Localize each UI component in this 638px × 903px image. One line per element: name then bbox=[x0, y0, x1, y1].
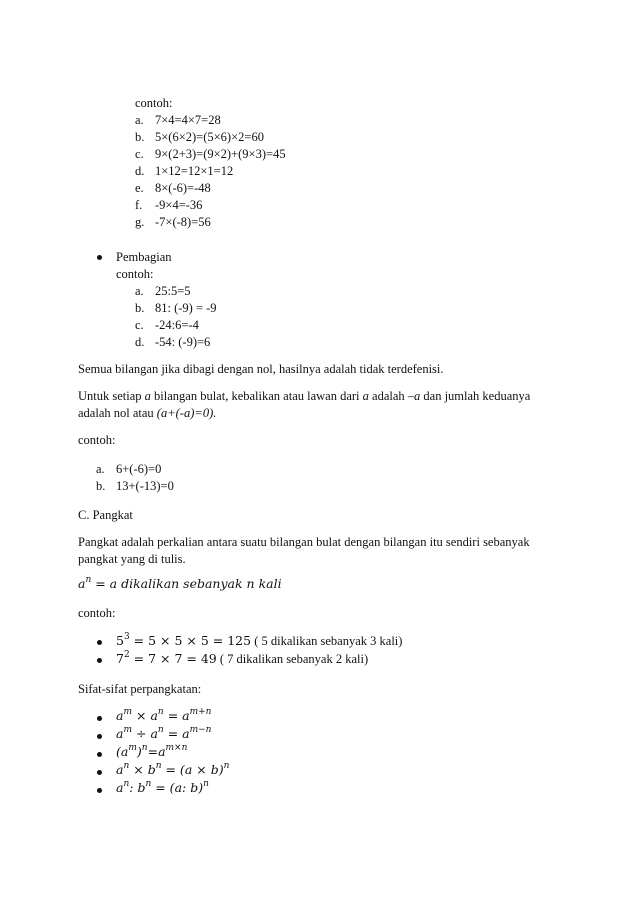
paragraph-inverse-line2: adalah nol atau (a+(-a)=0). bbox=[78, 406, 217, 420]
list-item: d. 1×12=12×1=12 bbox=[135, 164, 234, 178]
property-product-power: $a^n \times b^n = (a \times b)^n$ bbox=[116, 760, 230, 777]
bullet-icon bbox=[97, 255, 102, 260]
definition-line2: pangkat yang di tulis. bbox=[78, 552, 186, 566]
division-title: Pembagian bbox=[116, 250, 172, 264]
list-item: g. -7×(-8)=56 bbox=[135, 215, 211, 229]
paragraph-inverse-line1: Untuk setiap a bilangan bulat, kebalikan atau lawan dari a adalah –a dan jumlah keduanya bbox=[78, 389, 531, 403]
list-item: f. -9×4=-36 bbox=[135, 198, 203, 212]
multiplication-example-label: contoh: bbox=[135, 96, 173, 110]
power-formula: $a^n = a$ dikalikan sebanyak n kali bbox=[78, 574, 282, 591]
list-item: a. 6+(-6)=0 bbox=[96, 462, 162, 476]
power-example-label: contoh: bbox=[78, 606, 116, 620]
list-item: b. 5×(6×2)=(5×6)×2=60 bbox=[135, 130, 264, 144]
division-example-label: contoh: bbox=[116, 267, 154, 281]
list-item: b. 13+(-13)=0 bbox=[96, 479, 174, 493]
paragraph-division-by-zero: Semua bilangan jika dibagi dengan nol, hasilnya adalah tidak terdefenisi. bbox=[78, 362, 444, 376]
bullet-icon bbox=[97, 716, 102, 721]
property-quotient-power: $a^n$: $b^n = (a$: b)$^n$ bbox=[116, 778, 209, 795]
power-example-1: $5^3 = 5 \times 5 \times 5 = 125$ ( 5 dikalikan sebanyak 3 kali) bbox=[116, 631, 403, 648]
inverse-example-label: contoh: bbox=[78, 433, 116, 447]
property-power-rule: $(a^m)^n=a^{m\times n}$ bbox=[116, 742, 188, 759]
bullet-icon bbox=[97, 640, 102, 645]
list-item: e. 8×(-6)=-48 bbox=[135, 181, 211, 195]
list-item: c. 9×(2+3)=(9×2)+(9×3)=45 bbox=[135, 147, 286, 161]
bullet-icon bbox=[97, 752, 102, 757]
list-item: b. 81: (-9) = -9 bbox=[135, 301, 217, 315]
list-item: d. -54: (-9)=6 bbox=[135, 335, 211, 349]
property-quotient-rule: $a^m \div a^n = a^{m-n}$ bbox=[116, 724, 212, 741]
bullet-icon bbox=[97, 658, 102, 663]
properties-label: Sifat-sifat perpangkatan: bbox=[78, 682, 202, 696]
bullet-icon bbox=[97, 770, 102, 775]
definition-line1: Pangkat adalah perkalian antara suatu bilangan bulat dengan bilangan itu sendiri sebanyak bbox=[78, 535, 530, 549]
power-example-2: $7^2 = 7 \times 7 = 49$ ( 7 dikalikan sebanyak 2 kali) bbox=[116, 649, 369, 666]
property-product-rule: $a^m \times a^n = a^{m+n}$ bbox=[116, 706, 212, 723]
list-item: c. -24:6=-4 bbox=[135, 318, 199, 332]
list-item: a. 7×4=4×7=28 bbox=[135, 113, 221, 127]
bullet-icon bbox=[97, 788, 102, 793]
section-heading: C. Pangkat bbox=[78, 508, 133, 522]
bullet-icon bbox=[97, 734, 102, 739]
list-item: a. 25:5=5 bbox=[135, 284, 191, 298]
